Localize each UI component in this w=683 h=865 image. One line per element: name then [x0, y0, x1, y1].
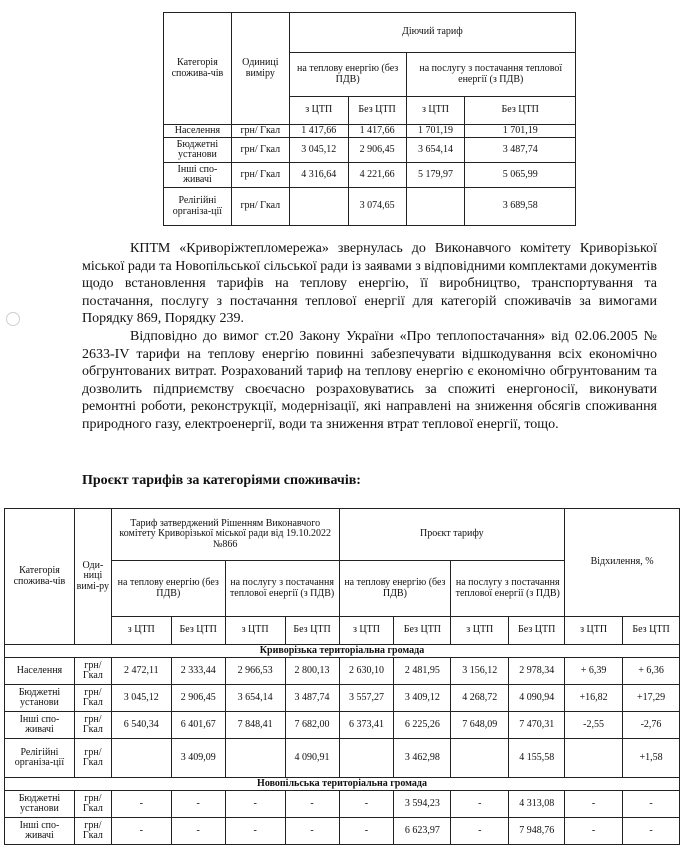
table-row: [164, 138, 576, 163]
t2-header-unit: Оди-ниці вимі-ру: [74, 509, 111, 645]
table-row: [5, 685, 680, 712]
cell-value: 7 848,41: [225, 712, 285, 739]
t2-sub-header: Без ЦТП: [394, 617, 451, 645]
cell-value: 6 623,97: [394, 818, 451, 845]
cell-value: 4 090,91: [285, 739, 339, 778]
section-row-novopil: Новопільська територіальна громада: [5, 778, 680, 791]
cell-value: -: [171, 791, 225, 818]
t2-sub-header: з ЦТП: [451, 617, 509, 645]
paragraph-law-reference: Відповідно до вимог ст.20 Закону України «Про теплопостачання» від 02.06.2005 № 2633-IV тарифи на теплову енергію повинні забезпечувати відшкодування всіх економічно обгрунтованих витрат. Розрахований тариф на теплову енергію є економічно обгрунтованим та дозволить підприємству своєчасно розраховуватись за спожиті енергоносії, виконувати ремонтні роботи, реконструкції, модернізації, які направлені на зниження обсягів споживання природного газу, електроенергії, води та зниження втрат теплової енергії, тощо.: [82, 329, 657, 432]
t2-sub-header: з ЦТП: [225, 617, 285, 645]
cell-value: -: [565, 818, 623, 845]
cell-value: 3 074,65: [348, 188, 406, 226]
t2-header-approved: Тариф затверджений Рішенням Виконавчого комітету Криворізької міської ради від 19.10.2022 №866: [111, 509, 339, 561]
t1-sub-header: з ЦТП: [289, 97, 348, 125]
table-row: [5, 658, 680, 685]
t1-sub-header: Без ЦТП: [465, 97, 576, 125]
cell-value: 3 156,12: [451, 658, 509, 685]
cell-value: 3 045,12: [289, 138, 348, 163]
table-row: [164, 188, 576, 226]
t2-sub-header: з ЦТП: [111, 617, 171, 645]
cell-value: -2,76: [623, 712, 680, 739]
cell-value: 2 906,45: [171, 685, 225, 712]
t1-header-current: Діючий тариф: [289, 13, 575, 53]
row-category: Релігійні організа-ції: [5, 739, 75, 778]
cell-value: -: [225, 791, 285, 818]
t2-sub-header: Без ЦТП: [509, 617, 565, 645]
cell-value: +1,58: [623, 739, 680, 778]
cell-value: 2 966,53: [225, 658, 285, 685]
tariff-project-table: [4, 508, 680, 845]
cell-value: 1 701,19: [406, 125, 465, 138]
t2-header-service: на послугу з постачання теплової енергії (з ПДВ): [225, 561, 339, 617]
paragraph-application: КПТМ «Криворіжтепломережа» звернулась до Виконавчого комітету Криворізької міської ради та Новопільської сільської ради із заявами з відповідними комплектами документів щодо встановлення тарифів на теплову енергію, її виробництво, транспортування та постачання, послугу з постачання теплової енергії для категорій споживачів за вимогами Порядку 869, Порядку 239.: [82, 241, 657, 327]
t2-header-heat: на теплову енергію (без ПДВ): [111, 561, 225, 617]
cell-value: 3 045,12: [111, 685, 171, 712]
row-unit: грн/ Гкал: [74, 658, 111, 685]
cell-value: [565, 739, 623, 778]
cell-value: -: [111, 818, 171, 845]
cell-value: 3 557,27: [339, 685, 394, 712]
cell-value: -: [623, 791, 680, 818]
cell-value: 6 225,26: [394, 712, 451, 739]
cell-value: [339, 739, 394, 778]
cell-value: -: [285, 818, 339, 845]
cell-value: -: [623, 818, 680, 845]
cell-value: -: [171, 818, 225, 845]
table-row: [164, 125, 576, 138]
t1-header-unit: Одиниці виміру: [231, 13, 289, 125]
cell-value: 6 540,34: [111, 712, 171, 739]
t2-header-project: Проєкт тарифу: [339, 509, 565, 561]
t1-header-heat: на теплову енергію (без ПДВ): [289, 53, 406, 97]
row-unit: грн/ Гкал: [74, 818, 111, 845]
cell-value: 3 689,58: [465, 188, 576, 226]
cell-value: 4 155,58: [509, 739, 565, 778]
row-category: Бюджетні установи: [164, 138, 232, 163]
table-row: [5, 791, 680, 818]
current-tariff-table: [163, 12, 576, 226]
cell-value: -: [451, 791, 509, 818]
cell-value: 1 701,19: [465, 125, 576, 138]
t2-header-heat: на теплову енергію (без ПДВ): [339, 561, 451, 617]
t1-sub-header: з ЦТП: [406, 97, 465, 125]
t2-sub-header: Без ЦТП: [285, 617, 339, 645]
cell-value: 7 648,09: [451, 712, 509, 739]
cell-value: 2 481,95: [394, 658, 451, 685]
cell-value: 2 472,11: [111, 658, 171, 685]
t1-header-service: на послугу з постачання теплової енергії (з ПДВ): [406, 53, 575, 97]
cell-value: 4 268,72: [451, 685, 509, 712]
cell-value: 7 470,31: [509, 712, 565, 739]
t2-header-deviation: Відхилення, %: [565, 509, 680, 617]
cell-value: 2 800,13: [285, 658, 339, 685]
cell-value: 1 417,66: [289, 125, 348, 138]
row-unit: грн/ Гкал: [231, 125, 289, 138]
cell-value: -: [565, 791, 623, 818]
t2-header-service: на послугу з постачання теплової енергії (з ПДВ): [451, 561, 565, 617]
cell-value: 6 401,67: [171, 712, 225, 739]
cell-value: 5 065,99: [465, 163, 576, 188]
row-unit: грн/ Гкал: [74, 712, 111, 739]
cell-value: 4 221,66: [348, 163, 406, 188]
row-category: Релігійні організа-ції: [164, 188, 232, 226]
cell-value: 3 409,12: [394, 685, 451, 712]
cell-value: 2 978,34: [509, 658, 565, 685]
cell-value: + 6,39: [565, 658, 623, 685]
cell-value: 2 906,45: [348, 138, 406, 163]
cell-value: +17,29: [623, 685, 680, 712]
cell-value: 2 630,10: [339, 658, 394, 685]
cell-value: 3 462,98: [394, 739, 451, 778]
cell-value: + 6,36: [623, 658, 680, 685]
cell-value: 3 487,74: [285, 685, 339, 712]
cell-value: 3 409,09: [171, 739, 225, 778]
t2-sub-header: з ЦТП: [339, 617, 394, 645]
cell-value: [289, 188, 348, 226]
table-row: [5, 818, 680, 845]
row-category: Населення: [164, 125, 232, 138]
cell-value: 5 179,97: [406, 163, 465, 188]
table-row: [5, 739, 680, 778]
punch-hole-mark: [6, 312, 20, 326]
cell-value: -: [339, 791, 394, 818]
cell-value: [406, 188, 465, 226]
row-category: Бюджетні установи: [5, 791, 75, 818]
cell-value: -: [451, 818, 509, 845]
cell-value: [111, 739, 171, 778]
cell-value: -: [225, 818, 285, 845]
cell-value: 2 333,44: [171, 658, 225, 685]
t1-header-category: Категорія спожива-чів: [164, 13, 232, 125]
cell-value: 3 487,74: [465, 138, 576, 163]
cell-value: 6 373,41: [339, 712, 394, 739]
table-row: [5, 712, 680, 739]
cell-value: 1 417,66: [348, 125, 406, 138]
row-unit: грн/ Гкал: [74, 685, 111, 712]
cell-value: [225, 739, 285, 778]
cell-value: 3 654,14: [225, 685, 285, 712]
cell-value: 7 682,00: [285, 712, 339, 739]
cell-value: -: [339, 818, 394, 845]
cell-value: 4 313,08: [509, 791, 565, 818]
row-unit: грн/ Гкал: [231, 138, 289, 163]
t1-sub-header: Без ЦТП: [348, 97, 406, 125]
row-unit: грн/ Гкал: [74, 791, 111, 818]
cell-value: 4 316,64: [289, 163, 348, 188]
row-unit: грн/ Гкал: [74, 739, 111, 778]
cell-value: 3 594,23: [394, 791, 451, 818]
row-category: Інші спо-живачі: [5, 712, 75, 739]
row-category: Населення: [5, 658, 75, 685]
t2-sub-header: Без ЦТП: [623, 617, 680, 645]
t2-sub-header: Без ЦТП: [171, 617, 225, 645]
table-row: [164, 163, 576, 188]
cell-value: -2,55: [565, 712, 623, 739]
row-category: Бюджетні установи: [5, 685, 75, 712]
cell-value: -: [285, 791, 339, 818]
cell-value: -: [111, 791, 171, 818]
cell-value: 3 654,14: [406, 138, 465, 163]
row-category: Інші спо-живачі: [164, 163, 232, 188]
cell-value: 4 090,94: [509, 685, 565, 712]
section-row-kryvyi-rih: Криворізька територіальна громада: [5, 645, 680, 658]
t2-header-category: Категорія спожива-чів: [5, 509, 75, 645]
cell-value: +16,82: [565, 685, 623, 712]
row-unit: грн/ Гкал: [231, 188, 289, 226]
cell-value: 7 948,76: [509, 818, 565, 845]
t2-sub-header: з ЦТП: [565, 617, 623, 645]
section-heading: Проєкт тарифів за категоріями споживачів:: [82, 473, 361, 488]
row-category: Інші спо-живачі: [5, 818, 75, 845]
row-unit: грн/ Гкал: [231, 163, 289, 188]
cell-value: [451, 739, 509, 778]
